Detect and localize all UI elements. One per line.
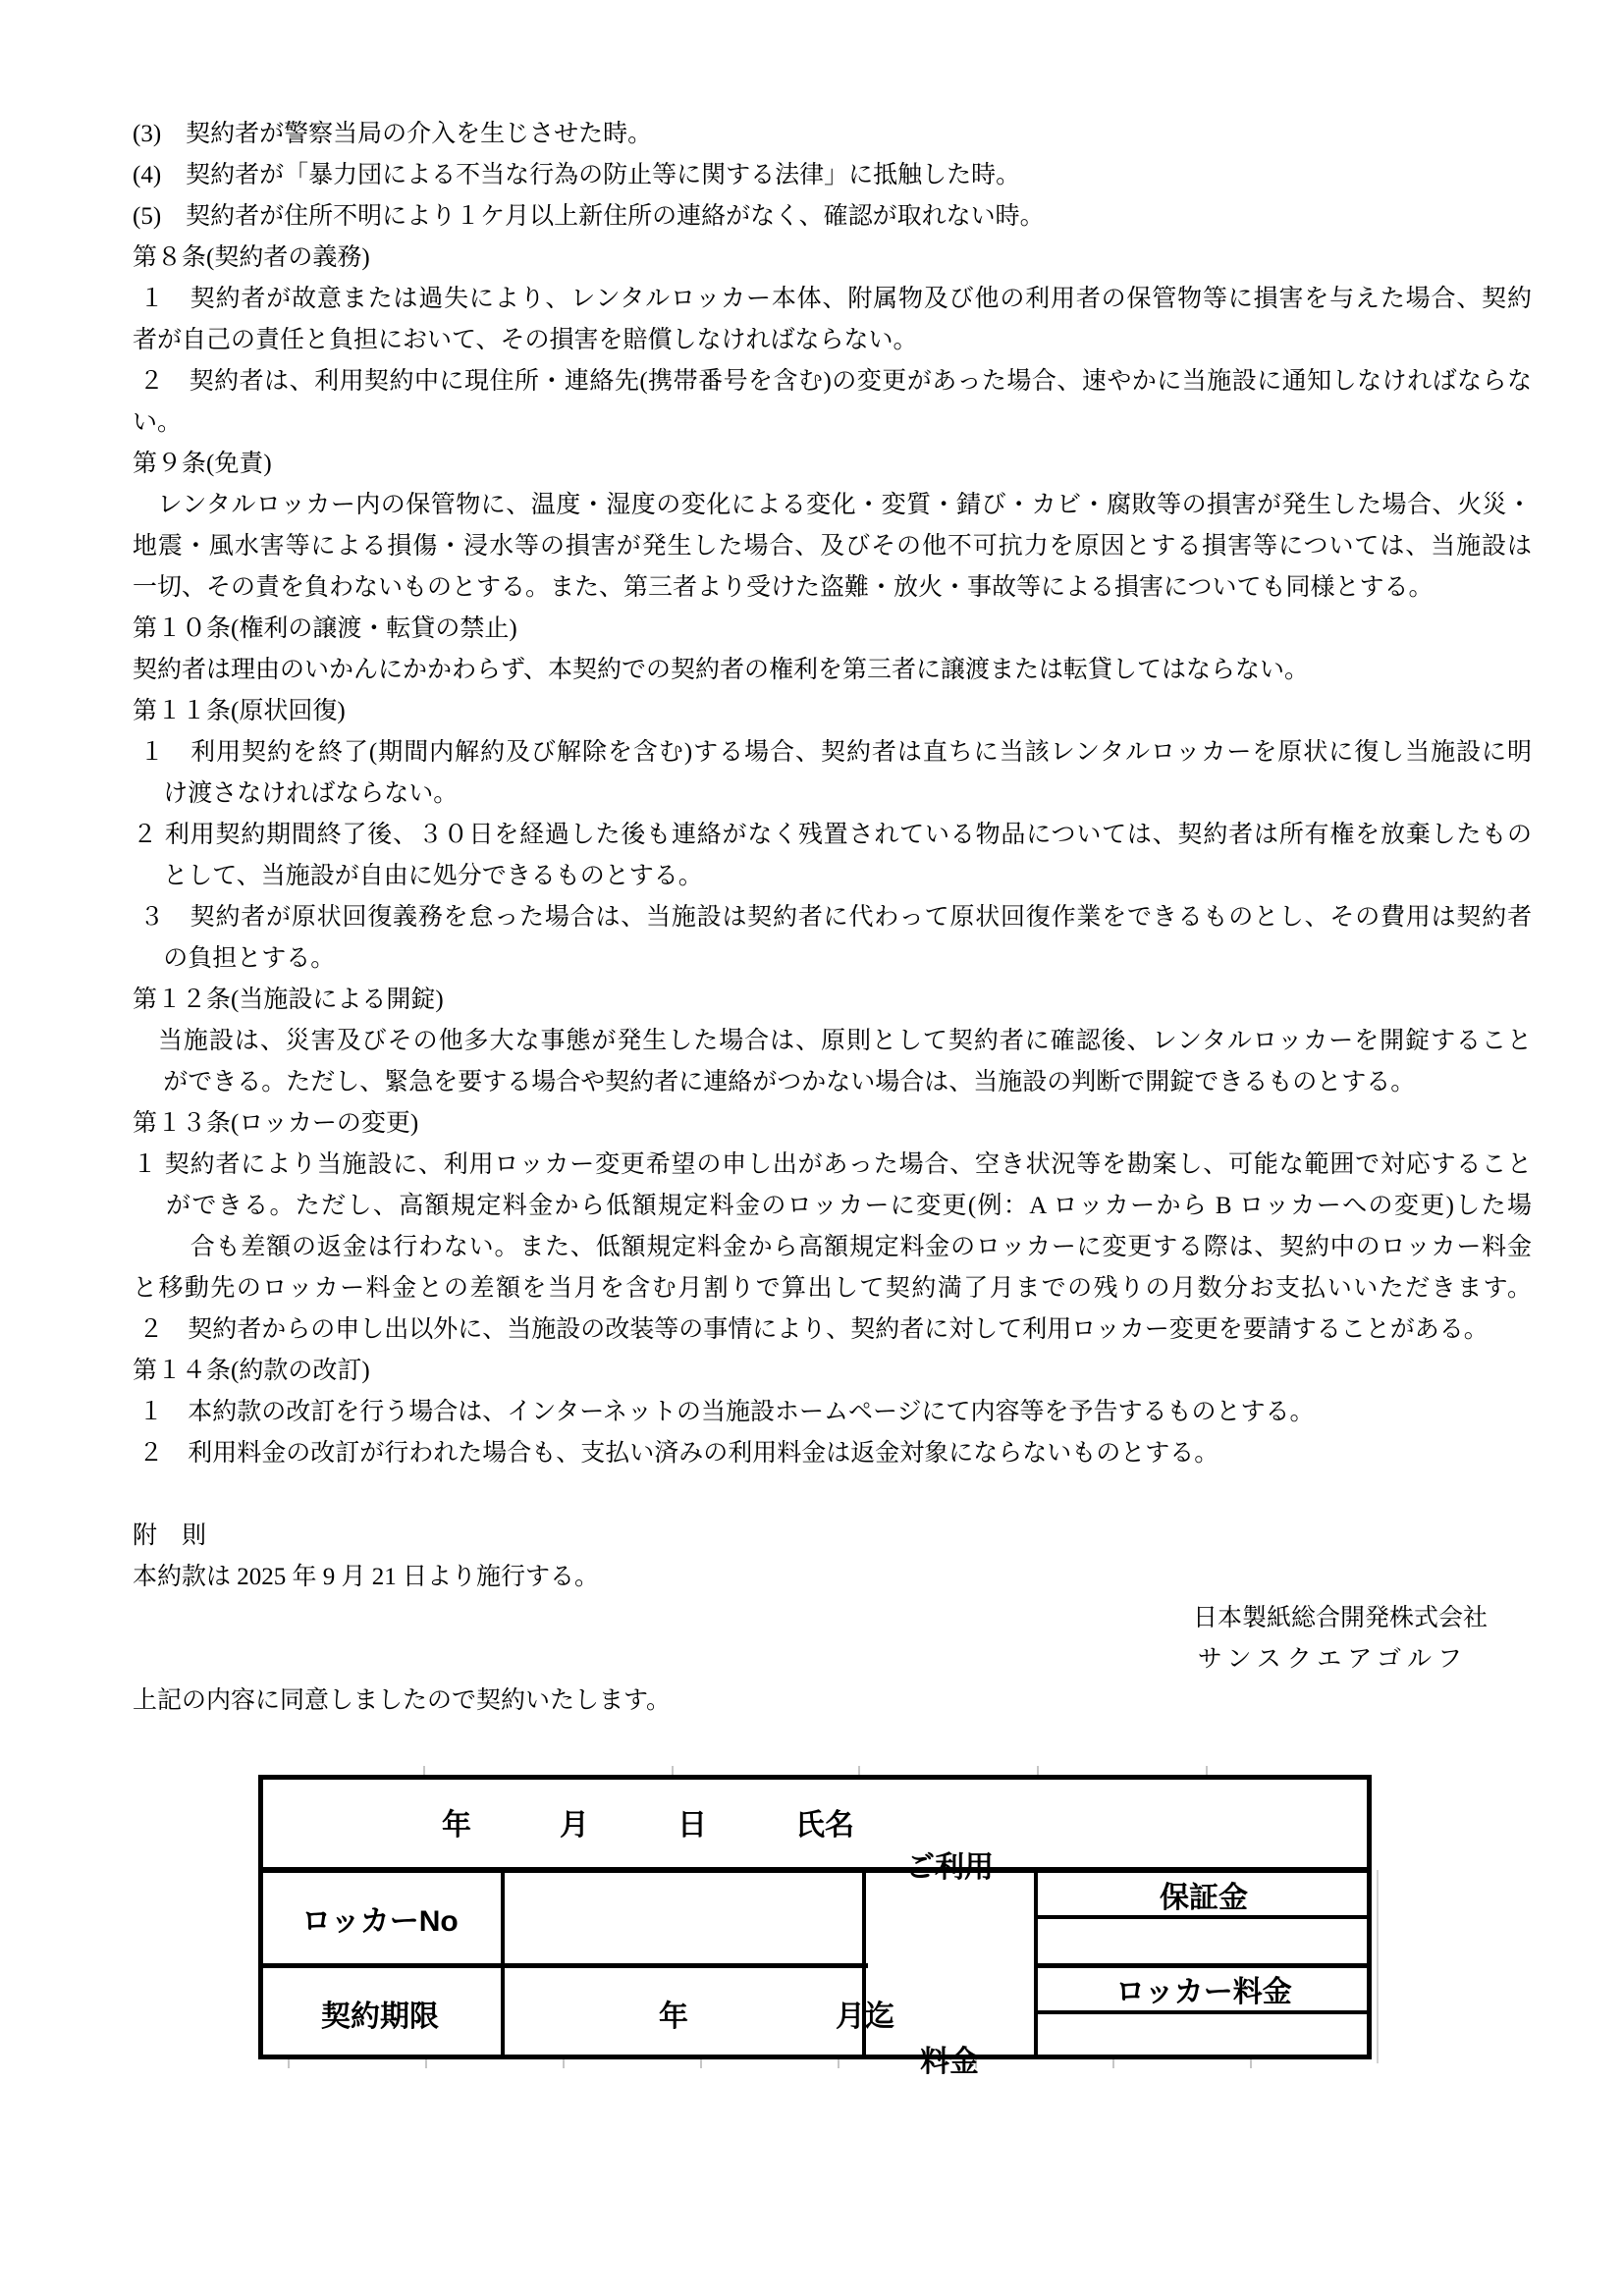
document-line: １ 利用契約を終了(期間内解約及び解除を含む)する場合、契約者は直ちに当該レンタルロッカーを原状に復し当施設に明 [133,739,1532,766]
document-line: 日本製紙総合開発株式会社 [1192,1605,1488,1631]
table-row-divider [258,1963,868,1968]
document-line: の負担とする。 [133,945,336,972]
document-line: 者が自己の責任と負担において、その損害を賠償しなければならない。 [133,327,918,353]
locker-fee-label: ロッカー料金 [1115,1976,1292,2008]
usage-fee-label [905,1706,994,2224]
document-line: 第１３条(ロッカーの変更) [133,1110,419,1137]
document-line: レンタルロッカー内の保管物に、温度・湿度の変化による変化・変質・錆び・カビ・腐敗等の損害が発生した場合、火災・ [133,492,1532,518]
document-line: 本約款は 2025 年 9 月 21 日より施行する。 [133,1564,600,1590]
document-line: 地震・風水害等による損傷・浸水等の損害が発生した場合、及びその他不可抗力を原因とする損害等については、当施設は [133,533,1532,560]
document-line: と移動先のロッカー料金との差額を当月を含む月割りで算出して契約満了月までの残りの月数分お支払いいただきます。 [133,1275,1532,1302]
table-col-divider [1034,1870,1038,2059]
document-line: 契約者は理由のいかんにかかわらず、本契約での契約者の権利を第三者に譲渡または転貸してはならない。 [133,657,1310,683]
document-line: い。 [133,409,183,436]
document-line: 附 則 [133,1522,207,1549]
table-col-divider [501,1870,505,2059]
document-line: ２ 利用契約期間終了後、３０日を経過した後も連絡がなく残置されている物品については、契約者は所有権を放棄したもの [133,822,1532,848]
document-line: 第８条(契約者の義務) [133,244,370,271]
document-line: ２ 契約者は、利用契約中に現住所・連絡先(携帯番号を含む)の変更があった場合、速やかに当施設に通知しなければならな [133,368,1533,395]
contract-term-value: 年 月迄 [659,2001,894,2033]
document-line: 当施設は、災害及びその他多大な事態が発生した場合は、原則として契約者に確認後、レンタルロッカーを開錠すること [133,1028,1532,1054]
document-line: 第９条(免責) [133,451,272,477]
document-line: ができる。ただし、高額規定料金から低額規定料金のロッカーに変更(例：A ロッカーから B ロッカーへの変更)した場 [133,1193,1532,1219]
document-line: 上記の内容に同意しましたので契約いたします。 [133,1687,672,1714]
deposit-label: 保証金 [1160,1882,1248,1914]
gridline-artifact [1377,1870,1379,2063]
date-name-header: 年 月 日 氏名 [442,1809,854,1842]
document-line: (4) 契約者が「暴力団による不当な行為の防止等に関する法律」に抵触した時。 [133,162,1021,188]
document-line: 第１２条(当施設による開錠) [133,987,444,1013]
document-line [133,1474,1532,1516]
usage-fee-label-line1: ご利用 [905,1851,994,1884]
contract-term-label: 契約期限 [321,2001,439,2033]
document-line: ２ 契約者からの申し出以外に、当施設の改装等の事情により、契約者に対して利用ロッカー変更を要請することがある。 [133,1316,1489,1343]
document-line: (5) 契約者が住所不明により１ケ月以上新住所の連絡がなく、確認が取れない時。 [133,203,1045,230]
document-body [133,114,1532,1722]
document-line: 第１４条(約款の改訂) [133,1358,370,1384]
document-line: 第１１条(原状回復) [133,698,346,724]
locker-no-label: ロッカーNo [301,1905,459,1938]
document-line: 第１０条(権利の譲渡・転貸の禁止) [133,615,517,642]
usage-fee-label-line2: 料金 [920,2046,979,2078]
document-line: 合も差額の返金は行わない。また、低額規定料金から高額規定料金のロッカーに変更する際は、契約中のロッカー料金 [133,1234,1532,1260]
table-row-divider [1036,2010,1372,2014]
document-line: (3) 契約者が警察当局の介入を生じさせた時。 [133,121,653,147]
document-line: 一切、その責を負わないものとする。また、第三者より受けた盗難・放火・事故等による損害についても同様とする。 [133,574,1434,601]
document-line: １ 本約款の改訂を行う場合は、インターネットの当施設ホームページにて内容等を予告するものとする。 [133,1399,1315,1425]
signature-table [258,1775,1372,2078]
document-line: １ 契約者が故意または過失により、レンタルロッカー本体、附属物及び他の利用者の保管物等に損害を与えた場合、契約 [133,286,1532,312]
document-line: ３ 契約者が原状回復義務を怠った場合は、当施設は契約者に代わって原状回復作業をできるものとし、その費用は契約者 [133,904,1533,931]
document-line: ができる。ただし、緊急を要する場合や契約者に連絡がつかない場合は、当施設の判断で開錠できるものとする。 [133,1069,1416,1095]
document-line: として、当施設が自由に処分できるものとする。 [133,863,703,889]
document-line: け渡さなければならない。 [133,780,459,807]
document-line: ２ 利用料金の改訂が行われた場合も、支払い済みの利用料金は返金対象にならないものとする。 [133,1440,1219,1467]
document-line: サンスクエアゴルフ [1197,1646,1468,1673]
document-line: １ 契約者により当施設に、利用ロッカー変更希望の申し出があった場合、空き状況等を勘案し、可能な範囲で対応すること [133,1151,1532,1178]
